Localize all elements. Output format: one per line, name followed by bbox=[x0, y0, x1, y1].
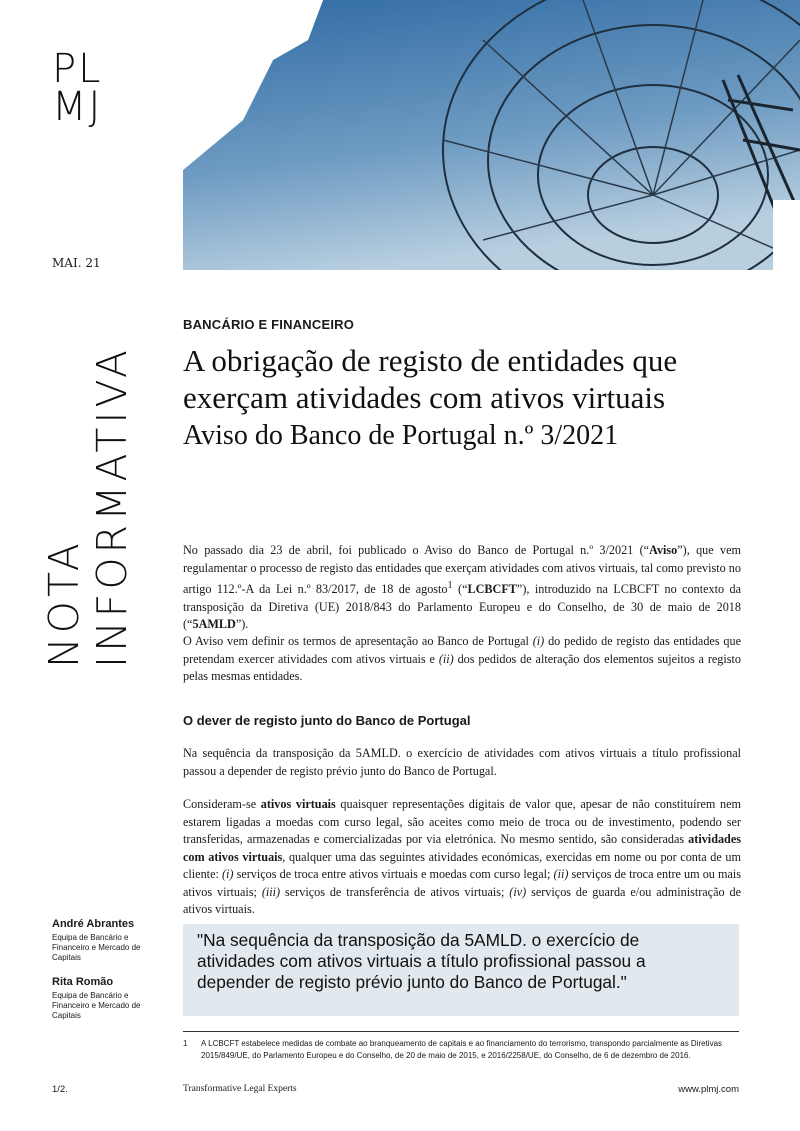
author-card bbox=[52, 976, 152, 1021]
category-label: BANCÁRIO E FINANCEIRO bbox=[183, 317, 355, 332]
italic-marker: (i) bbox=[221, 867, 234, 881]
footnote-ref[interactable]: 1 bbox=[447, 580, 453, 591]
italic-marker: (i) bbox=[532, 634, 545, 648]
paragraph-registration-duty: Na sequência da transposição da 5AMLD. o exercício de atividades com ativos virtuais a título profissional passou a depender de registo prévio junto do Banco de Portugal. bbox=[183, 746, 741, 778]
text-run: ”). bbox=[235, 617, 249, 632]
document-type-vertical-title bbox=[40, 308, 140, 668]
headline: A obrigação de registo de entidades que exerçam atividades com ativos virtuais bbox=[183, 343, 678, 415]
logo-line-2: MJ bbox=[52, 84, 103, 130]
footnote-divider bbox=[183, 1031, 739, 1032]
bold-term: 5AMLD bbox=[192, 617, 236, 632]
pull-quote: "Na sequência da transposição da 5AMLD. o exercício de atividades com ativos virtuais a título profissional passou a depender de registo prévio junto do Banco de Portugal." bbox=[183, 924, 739, 1016]
bold-term: ativos virtuais bbox=[260, 797, 336, 811]
italic-marker: (iv) bbox=[509, 884, 527, 899]
text-run: (“ bbox=[452, 582, 468, 597]
footer-tagline: Transformative Legal Experts bbox=[183, 1084, 297, 1094]
vertical-title-line-2: INFORMATIVA bbox=[88, 346, 136, 668]
logo-line-1: PL bbox=[52, 46, 103, 92]
publication-date: MAI. 21 bbox=[52, 256, 101, 270]
text-run: O Aviso vem definir os termos de apresentação ao Banco de Portugal bbox=[183, 634, 533, 648]
author-card bbox=[52, 918, 152, 963]
plmj-logo bbox=[52, 46, 132, 130]
website-link[interactable]: www.plmj.com bbox=[678, 1084, 739, 1095]
author-name: André Abrantes bbox=[52, 918, 135, 930]
text-run: serviços de transferência de ativos virtuais; bbox=[280, 884, 510, 899]
text-run: Consideram-se bbox=[183, 797, 261, 811]
title-block bbox=[183, 317, 741, 453]
page-number: 1/2. bbox=[52, 1084, 68, 1095]
bold-term: atividades com ativos virtuais bbox=[183, 832, 741, 864]
hero-image-radio-telescope bbox=[183, 0, 800, 270]
text-run: serviços de troca entre um ou mais ativos virtuais; bbox=[183, 867, 741, 899]
subheadline: Aviso do Banco de Portugal n.º 3/2021 bbox=[183, 420, 619, 451]
footnote-text: A LCBCFT estabelece medidas de combate ao branqueamento de capitais e ao financiamento do terrorismo, transpondo parcialmente as Diretivas 2015/849/UE, do Parlamento Europeu e do Conselho, de 20 de maio de 2015, e 2016/2258/UE, do Conselho, de 6 de dezembro de 2016. bbox=[201, 1039, 723, 1060]
footnote-number: 1 bbox=[183, 1039, 188, 1048]
paragraph-intro bbox=[183, 542, 741, 634]
text-run: do pedido de registo das entidades que pretendam exercer atividades com ativos virtuais e bbox=[183, 634, 742, 666]
footnote bbox=[183, 1038, 739, 1061]
bold-term: LCBCFT bbox=[467, 582, 517, 597]
paragraph-definitions bbox=[183, 796, 741, 919]
author-role: Equipa de Bancário e Financeiro e Mercado de Capitais bbox=[52, 991, 141, 1020]
section-heading: O dever de registo junto do Banco de Portugal bbox=[183, 713, 471, 728]
text-run: ”), introduzido na LCBCFT no contexto da transposição da Diretiva (UE) 2018/843 do Parlamento Europeu e do Conselho, de 30 de maio de 2018 (“ bbox=[183, 582, 742, 632]
vertical-title-line-1: NOTA bbox=[40, 539, 88, 668]
text-run: quaisquer representações digitais de valor que, apesar de não constituírem nem estarem ligadas a moedas com curso legal, são aceites como meio de troca ou de investimento, podendo ser transferidas, armazenadas e comercializadas por via eletrónica. No mesmo sentido, são consideradas bbox=[183, 797, 742, 846]
bold-term: Aviso bbox=[649, 543, 678, 557]
text-run: serviços de guarda e/ou administração de ativos virtuais. bbox=[183, 884, 741, 916]
italic-marker: (iii) bbox=[261, 884, 281, 899]
text-run: dos pedidos de alteração dos elementos sujeitos a registo pelas mesmas entidades. bbox=[183, 651, 741, 683]
paragraph-scope bbox=[183, 633, 741, 686]
italic-marker: (ii) bbox=[438, 651, 454, 666]
author-role: Equipa de Bancário e Financeiro e Mercado de Capitais bbox=[52, 933, 141, 962]
text-run: , qualquer uma das seguintes atividades económicas, exercidas em nome ou por conta de um cliente: bbox=[183, 849, 741, 881]
author-name: Rita Romão bbox=[52, 976, 114, 988]
italic-marker: (ii) bbox=[553, 867, 569, 881]
text-run: serviços de troca entre ativos virtuais e moedas com curso legal; bbox=[233, 867, 554, 881]
text-run: ”), que vem regulamentar o processo de registo das entidades que exerçam atividades com ativos virtuais, tal como previsto no artigo 112.º-A da Lei n.º 83/2017, de 18 de agosto bbox=[183, 543, 741, 597]
text-run: No passado dia 23 de abril, foi publicado o Aviso do Banco de Portugal n.º 3/2021 (“ bbox=[183, 543, 650, 557]
